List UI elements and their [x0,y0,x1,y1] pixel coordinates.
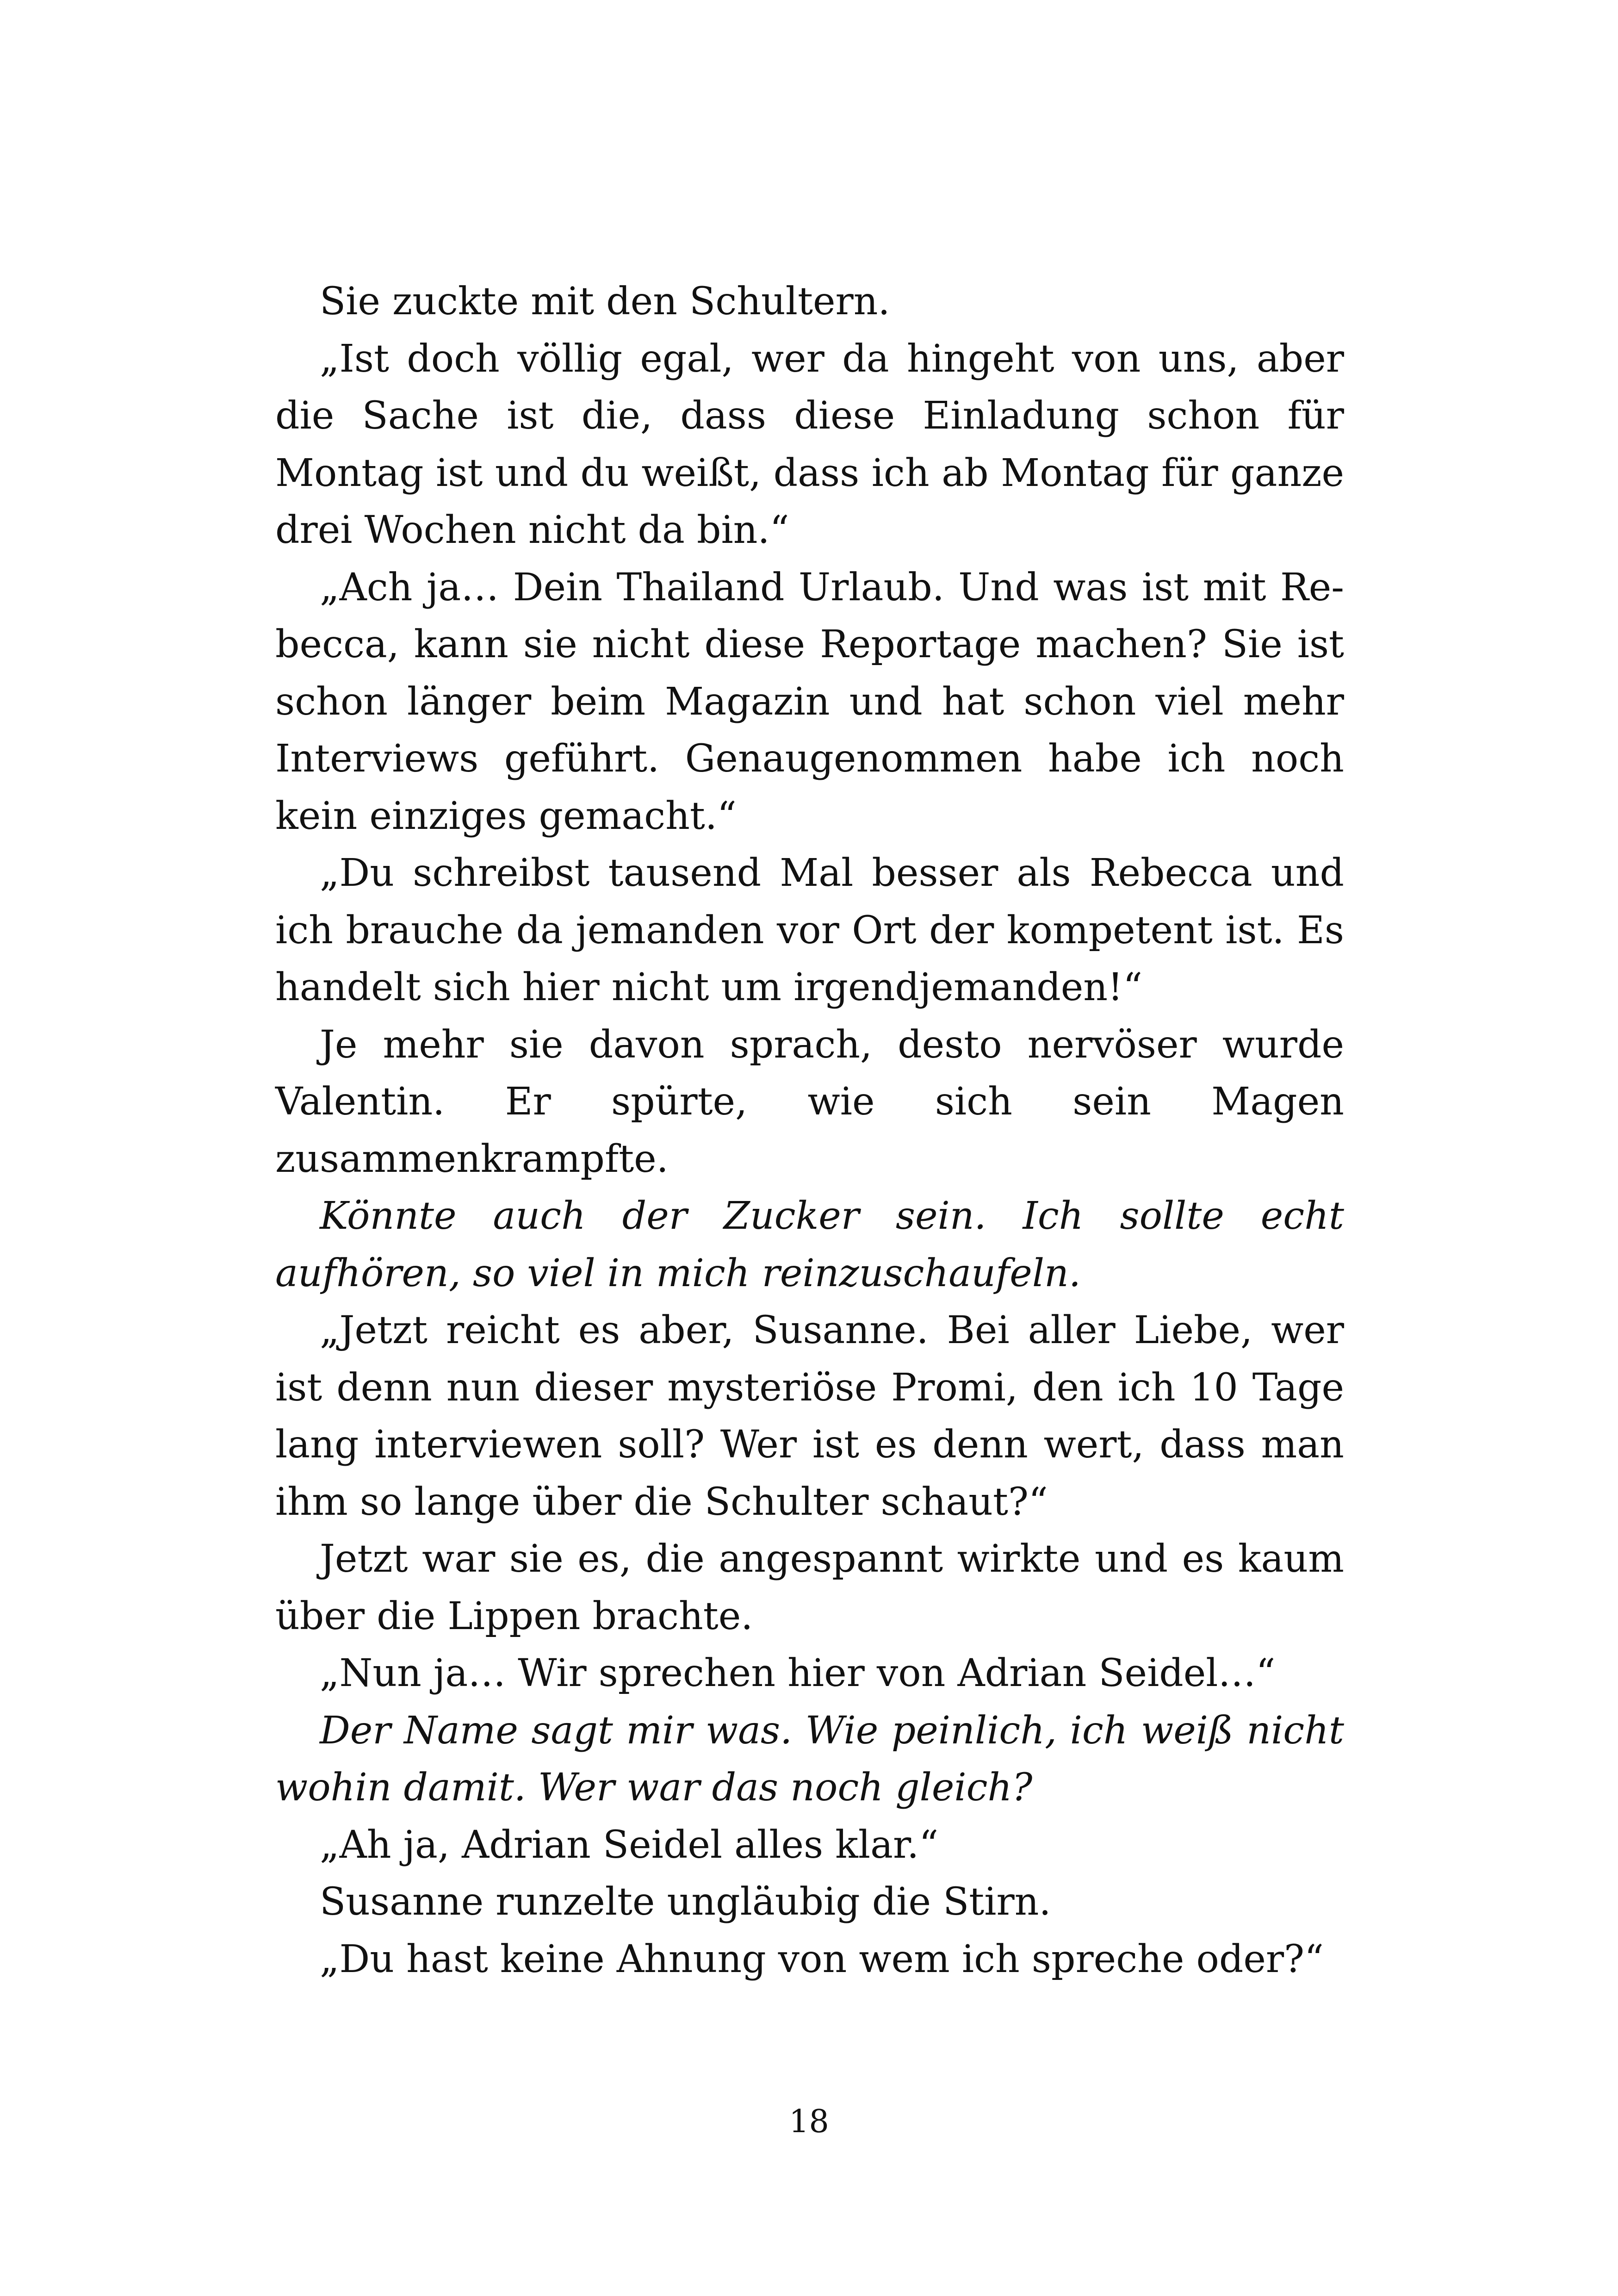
paragraph: „Ach ja… Dein Thailand Urlaub. Und was ist mit Rebecca, kann sie nicht diese Reportage machen? Sie ist schon länger beim Magazin und hat schon viel mehr Interviews geführt. Genaugenommen habe ich noch kein einziges gemacht.“ [275,565,1344,838]
paragraph: „Nun ja… Wir sprechen hier von Adrian Seidel…“ [320,1651,1276,1695]
paragraph: „Du schreibst tausend Mal besser als Rebecca und ich brauche da jemanden vor Ort der kompetent ist. Es handelt sich hier nicht um irgendjemanden!“ [275,851,1344,1009]
paragraph: „Ah ja, Adrian Seidel alles klar.“ [320,1823,939,1867]
paragraph: Sie zuckte mit den Schultern. [320,280,890,324]
paragraph: Susanne runzelte ungläubig die Stirn. [320,1880,1051,1924]
paragraph: Je mehr sie davon sprach, desto nervöser wurde Valentin. Er spürte, wie sich sein Magen zusammenkrampfte. [275,1022,1344,1181]
body-text [275,273,1344,1988]
paragraph: „Jetzt reicht es aber, Susanne. Bei aller Liebe, wer ist denn nun dieser mysteriöse Promi, den ich 10 Tage lang interviewen soll? Wer ist es denn wert, dass man ihm so lange über die Schulter schaut?“ [275,1308,1344,1524]
paragraph: „Ist doch völlig egal, wer da hingeht von uns, aber die Sache ist die, dass diese Einladung schon für Montag ist und du weißt, dass ich ab Montag für ganze drei Wochen nicht da bin.“ [275,336,1344,552]
thought-paragraph: Der Name sagt mir was. Wie peinlich, ich weiß nicht wohin damit. Wer war das noch gleich? [275,1708,1344,1810]
paragraph: „Du hast keine Ahnung von wem ich spreche oder?“ [320,1937,1324,1981]
page-number: 18 [789,2103,829,2140]
paragraph: Jetzt war sie es, die angespannt wirkte und es kaum über die Lippen brachte. [275,1537,1344,1638]
thought-paragraph: Könnte auch der Zucker sein. Ich sollte echt aufhören, so viel in mich reinzuschaufeln. [275,1194,1344,1295]
